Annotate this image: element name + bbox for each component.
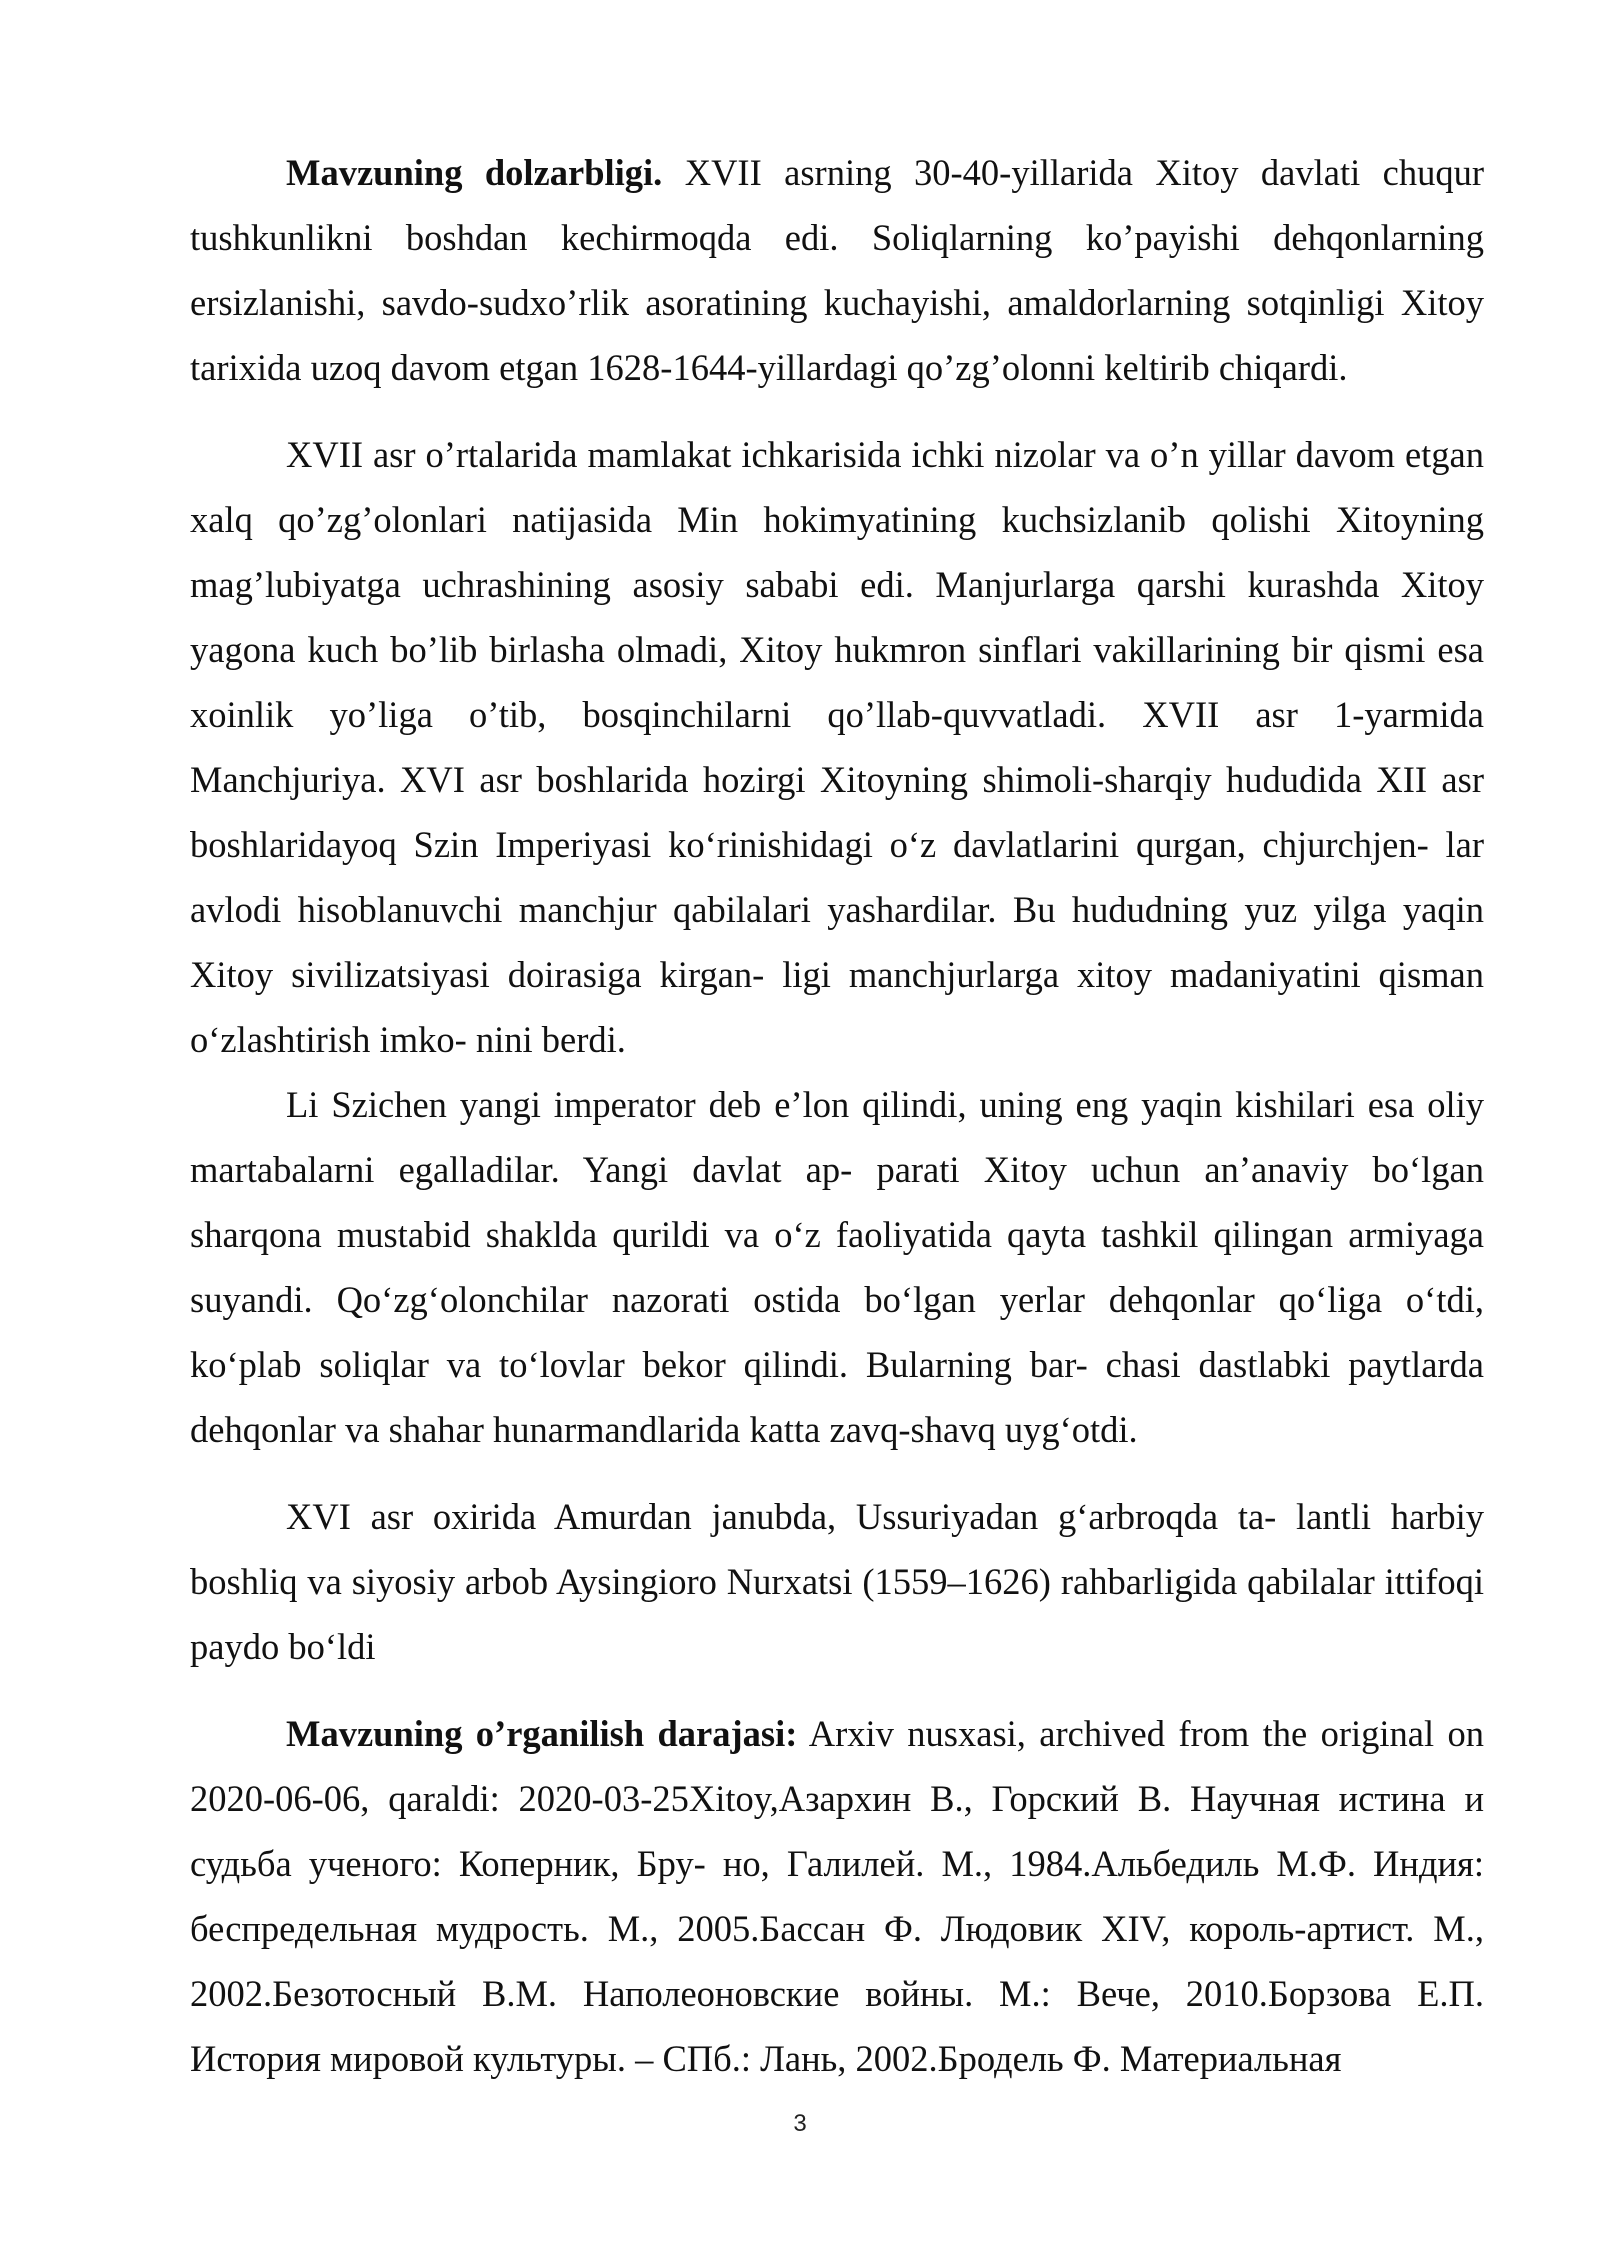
paragraph-text-relevance: XVII asrning 30-40-yillarida Xitoy davlati chuqur tushkunlikni boshdan kechirmoqda edi. Soliqlarning ko’payishi dehqonlarning ersizlanishi, savdo-sudxo’rlik asoratining kuchayishi, amaldorlarning sotqinligi Xitoy tarixida uzoq davom etgan 1628-1644-yillardagi qo’zg’olonni keltirib chiqardi. xyxy=(190,152,1484,388)
paragraph-manchu-context xyxy=(190,422,1484,1072)
paragraph-relevance xyxy=(190,140,1484,400)
paragraph-lead-study-level: Mavzuning o’rganilish darajasi: xyxy=(286,1713,798,1754)
page-number: 3 xyxy=(793,2110,807,2137)
paragraph-text-study-level: Arxiv nusxasi, archived from the original on 2020-06-06, qaraldi: 2020-03-25Xitoy,Азархин В., Горский В. Научная истина и судьба ученого: Коперник, Бру- но, Галилей. М., 1984.Альбедиль М.Ф. Индия: беспредельная мудрость. М., 2005.Бассан Ф. Людовик XIV, король-артист. М., 2002.Безотосный В.М. Наполеоновские войны. М.: Вече, 2010.Борзова Е.П. История мировой культуры. – СПб.: Лань, 2002.Бродель Ф. Материальная xyxy=(190,1713,1484,2079)
paragraph-text-li-zicheng: Li Szichen yangi imperator deb e’lon qilindi, uning eng yaqin kishilari esa oliy martabalarni egalladilar. Yangi davlat ap- parati Xitoy uchun an’anaviy bo‘lgan sharqona mustabid shaklda qurildi va o‘z faoliyatida qayta tashkil qilingan armiyaga suyandi. Qo‘zg‘olonchilar nazorati ostida bo‘lgan yerlar dehqonlar qo‘liga o‘tdi, ko‘plab soliqlar va to‘lovlar bekor qilindi. Bularning bar- chasi dastlabki paytlarda dehqonlar va shahar hunarmandlarida katta zavq-shavq uyg‘otdi. xyxy=(190,1084,1484,1450)
document-body xyxy=(190,140,1484,2091)
paragraph-lead-relevance: Mavzuning dolzarbligi. xyxy=(286,152,663,193)
paragraph-study-level xyxy=(190,1701,1484,2091)
paragraph-li-zicheng xyxy=(190,1072,1484,1462)
paragraph-nurhaci xyxy=(190,1484,1484,1679)
paragraph-text-nurhaci: XVI asr oxirida Amurdan janubda, Ussuriyadan g‘arbroqda ta- lantli harbiy boshliq va siyosiy arbob Aysingioro Nurxatsi (1559–1626) rahbarligida qabilalar ittifoqi paydo bo‘ldi xyxy=(190,1496,1484,1667)
paragraph-text-manchu-context: XVII asr o’rtalarida mamlakat ichkarisida ichki nizolar va o’n yillar davom etgan xalq qo’zg’olonlari natijasida Min hokimyatining kuchsizlanib qolishi Xitoyning mag’lubiyatga uchrashining asosiy sababi edi. Manjurlarga qarshi kurashda Xitoy yagona kuch bo’lib birlasha olmadi, Xitoy hukmron sinflari vakillarining bir qismi esa xoinlik yo’liga o’tib, bosqinchilarni qo’llab-quvvatladi. XVII asr 1-yarmida Manchjuriya. XVI asr boshlarida hozirgi Xitoyning shimoli-sharqiy hududida XII asr boshlaridayoq Szin Imperiyasi ko‘rinishidagi o‘z davlatlarini qurgan, chjurchjen- lar avlodi hisoblanuvchi manchjur qabilalari yashardilar. Bu hududning yuz yilga yaqin Xitoy sivilizatsiyasi doirasiga kirgan- ligi manchjurlarga xitoy madaniyatini qisman o‘zlashtirish imko- nini berdi. xyxy=(190,434,1484,1060)
